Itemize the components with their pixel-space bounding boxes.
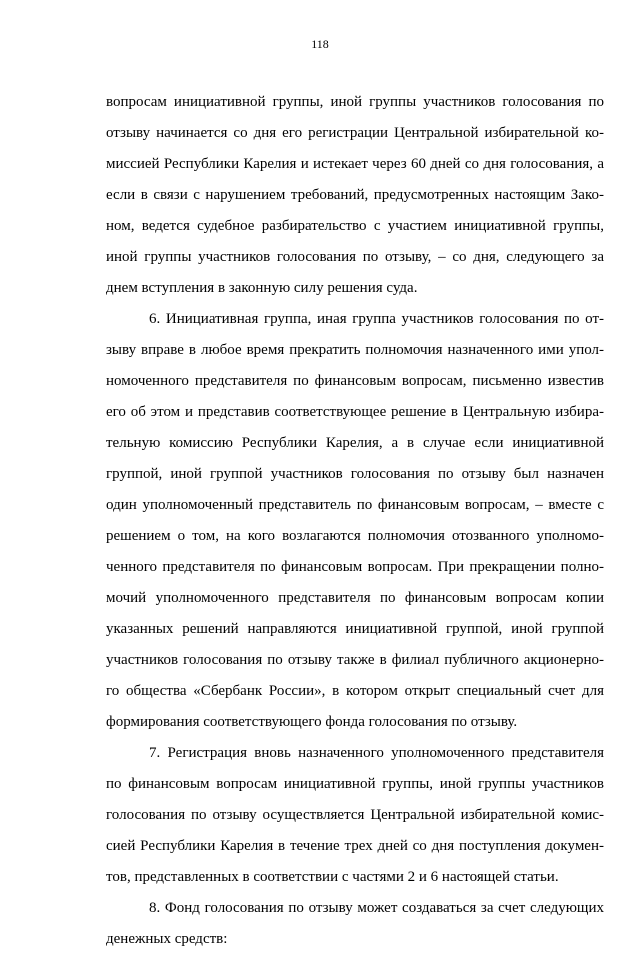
text-line: го общества «Сбербанк России», в котором открыт специальный счет для xyxy=(106,683,604,699)
text-line: 8. Фонд голосования по отзыву может создаваться за счет следующих xyxy=(149,900,604,916)
text-line: формирования соответствующего фонда голосования по отзыву. xyxy=(106,714,518,730)
text-line: мочий уполномоченного представителя по финансовым вопросам копии xyxy=(106,590,604,606)
text-line: 7. Регистрация вновь назначенного уполномоченного представителя xyxy=(149,745,604,761)
text-line: указанных решений направляются инициативной группой, иной группой xyxy=(106,621,604,637)
text-line: голосования по отзыву осуществляется Центральной избирательной комис- xyxy=(106,807,604,823)
text-line: участников голосования по отзыву также в филиал публичного акционерно- xyxy=(106,652,604,668)
text-line: ченного представителя по финансовым вопросам. При прекращении полно- xyxy=(106,559,604,575)
text-line: миссией Республики Карелия и истекает через 60 дней со дня голосования, а xyxy=(106,156,604,172)
text-line: решением о том, на кого возлагаются полномочия отозванного уполномо- xyxy=(106,528,604,544)
text-line: днем вступления в законную силу решения суда. xyxy=(106,280,418,296)
text-line: тов, представленных в соответствии с частями 2 и 6 настоящей статьи. xyxy=(106,869,559,885)
text-line: иной группы участников голосования по отзыву, – со дня, следующего за xyxy=(106,249,604,265)
document-body xyxy=(106,87,604,955)
paragraph-continuation xyxy=(106,87,604,304)
text-line: по финансовым вопросам инициативной группы, иной группы участников xyxy=(106,776,604,792)
paragraph-part-6 xyxy=(106,304,604,738)
text-line: номоченного представителя по финансовым вопросам, письменно известив xyxy=(106,373,604,389)
text-line: сией Республики Карелия в течение трех дней со дня поступления докумен- xyxy=(106,838,604,854)
paragraph-part-8 xyxy=(106,893,604,955)
text-line: один уполномоченный представитель по финансовым вопросам, – вместе с xyxy=(106,497,604,513)
text-line: ном, ведется судебное разбирательство с участием инициативной группы, xyxy=(106,218,604,234)
text-line: группой, иной группой участников голосования по отзыву был назначен xyxy=(106,466,604,482)
text-line: тельную комиссию Республики Карелия, а в случае если инициативной xyxy=(106,435,604,451)
text-line: если в связи с нарушением требований, предусмотренных настоящим Зако- xyxy=(106,187,604,203)
page-number: 118 xyxy=(311,37,329,51)
text-line: 6. Инициативная группа, иная группа участников голосования по от- xyxy=(149,311,604,327)
text-line: зыву вправе в любое время прекратить полномочия назначенного ими упол- xyxy=(106,342,604,358)
text-line: вопросам инициативной группы, иной группы участников голосования по xyxy=(106,94,604,110)
paragraph-part-7 xyxy=(106,738,604,893)
text-line: денежных средств: xyxy=(106,931,228,947)
text-line: его об этом и представив соответствующее решение в Центральную избира- xyxy=(106,404,604,420)
text-line: отзыву начинается со дня его регистрации Центральной избирательной ко- xyxy=(106,125,604,141)
